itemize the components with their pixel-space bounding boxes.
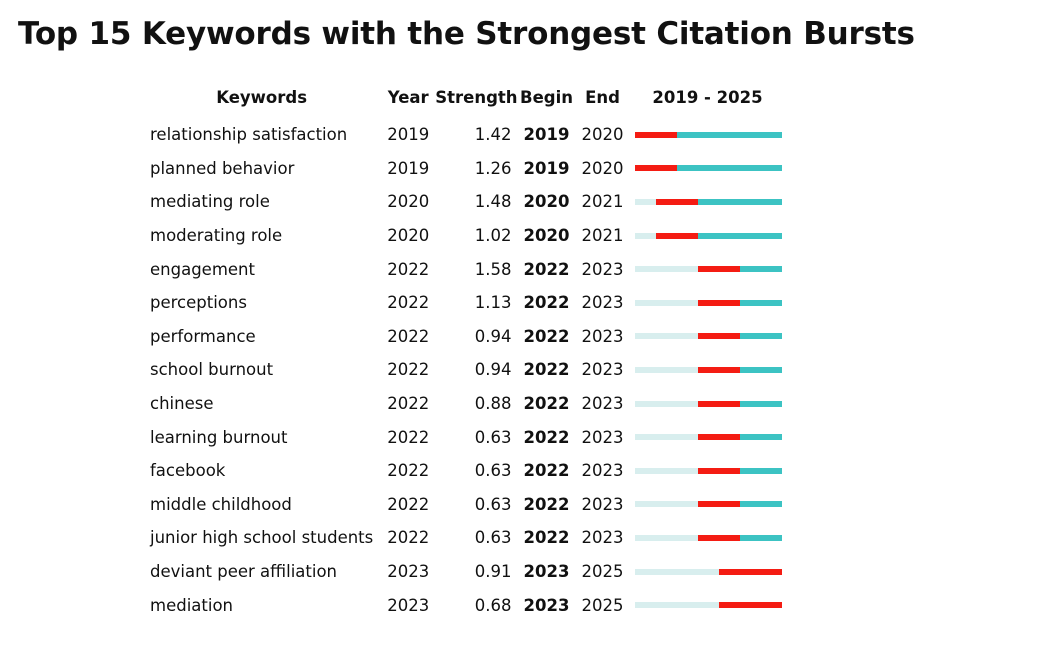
row-end: 2023	[581, 461, 624, 481]
row-keyword: planned behavior	[150, 158, 295, 178]
row-timeline-bar	[629, 488, 785, 522]
column-header-begin: Begin	[520, 88, 573, 107]
timeline-burst-segment	[635, 132, 677, 138]
table-row	[150, 219, 785, 253]
row-begin: 2022	[523, 326, 570, 346]
row-timeline-bar	[629, 353, 785, 387]
timeline-burst-segment	[698, 434, 740, 440]
row-strength: 0.94	[474, 326, 512, 346]
timeline-track	[635, 535, 782, 541]
timeline-post-segment	[740, 333, 782, 339]
row-begin: 2019	[523, 125, 570, 145]
row-year: 2022	[387, 528, 430, 548]
row-timeline-bar	[629, 387, 785, 421]
row-strength: 0.91	[474, 562, 512, 582]
row-begin: 2022	[523, 427, 570, 447]
row-year: 2019	[387, 125, 430, 145]
row-end: 2020	[581, 158, 624, 178]
timeline-pre-segment	[635, 233, 656, 239]
timeline-track	[635, 165, 782, 171]
timeline-burst-segment	[635, 165, 677, 171]
row-timeline-bar	[629, 118, 785, 152]
row-strength: 0.63	[474, 461, 512, 481]
column-header-timeline: 2019 - 2025	[652, 88, 763, 107]
row-timeline-bar	[629, 219, 785, 253]
row-end: 2025	[581, 562, 624, 582]
row-begin: 2019	[523, 158, 570, 178]
row-end: 2023	[581, 259, 624, 279]
row-end: 2023	[581, 326, 624, 346]
table-row	[150, 353, 785, 387]
row-end: 2023	[581, 427, 624, 447]
row-strength: 1.42	[474, 125, 512, 145]
timeline-post-segment	[740, 501, 782, 507]
table-body	[150, 118, 785, 622]
timeline-burst-segment	[698, 367, 740, 373]
row-timeline-bar	[629, 521, 785, 555]
row-strength: 0.63	[474, 494, 512, 514]
table-header-row	[150, 88, 785, 118]
timeline-pre-segment	[635, 401, 698, 407]
row-timeline-bar	[629, 320, 785, 354]
table-row	[150, 118, 785, 152]
timeline-track	[635, 300, 782, 306]
row-end: 2021	[581, 192, 624, 212]
row-year: 2022	[387, 360, 430, 380]
timeline-pre-segment	[635, 535, 698, 541]
row-year: 2022	[387, 259, 430, 279]
row-year: 2020	[387, 192, 430, 212]
timeline-burst-segment	[719, 569, 782, 575]
timeline-track	[635, 333, 782, 339]
row-begin: 2023	[523, 562, 570, 582]
row-begin: 2020	[523, 226, 570, 246]
timeline-track	[635, 401, 782, 407]
timeline-track	[635, 367, 782, 373]
row-keyword: perceptions	[150, 293, 247, 313]
row-timeline-bar	[629, 252, 785, 286]
timeline-pre-segment	[635, 468, 698, 474]
timeline-post-segment	[677, 165, 782, 171]
timeline-burst-segment	[656, 199, 698, 205]
timeline-pre-segment	[635, 300, 698, 306]
row-year: 2023	[387, 595, 430, 615]
table-header	[150, 88, 785, 118]
row-end: 2023	[581, 528, 624, 548]
timeline-track	[635, 199, 782, 205]
timeline-burst-segment	[698, 535, 740, 541]
row-begin: 2022	[523, 394, 570, 414]
column-header-keywords: Keywords	[216, 88, 308, 107]
row-begin: 2022	[523, 528, 570, 548]
row-year: 2019	[387, 158, 430, 178]
row-year: 2022	[387, 461, 430, 481]
table-row	[150, 521, 785, 555]
row-begin: 2022	[523, 461, 570, 481]
timeline-burst-segment	[698, 300, 740, 306]
timeline-burst-segment	[698, 266, 740, 272]
timeline-track	[635, 266, 782, 272]
row-end: 2021	[581, 226, 624, 246]
row-strength: 0.63	[474, 427, 512, 447]
table-row	[150, 555, 785, 589]
row-end: 2025	[581, 595, 624, 615]
row-strength: 0.88	[474, 394, 512, 414]
row-year: 2022	[387, 494, 430, 514]
row-strength: 1.13	[474, 293, 512, 313]
row-strength: 0.63	[474, 528, 512, 548]
row-begin: 2023	[523, 595, 570, 615]
timeline-post-segment	[740, 300, 782, 306]
timeline-pre-segment	[635, 333, 698, 339]
timeline-pre-segment	[635, 199, 656, 205]
row-begin: 2022	[523, 259, 570, 279]
timeline-pre-segment	[635, 367, 698, 373]
row-begin: 2022	[523, 293, 570, 313]
table-row	[150, 252, 785, 286]
timeline-burst-segment	[698, 501, 740, 507]
timeline-post-segment	[698, 199, 782, 205]
row-year: 2023	[387, 562, 430, 582]
row-keyword: middle childhood	[150, 494, 292, 514]
row-keyword: mediation	[150, 595, 233, 615]
timeline-track	[635, 569, 782, 575]
timeline-burst-segment	[656, 233, 698, 239]
timeline-burst-segment	[698, 401, 740, 407]
row-timeline-bar	[629, 454, 785, 488]
row-keyword: mediating role	[150, 192, 270, 212]
row-keyword: moderating role	[150, 226, 283, 246]
timeline-post-segment	[740, 434, 782, 440]
row-begin: 2022	[523, 360, 570, 380]
timeline-post-segment	[740, 401, 782, 407]
row-strength: 1.58	[474, 259, 512, 279]
row-keyword: facebook	[150, 461, 226, 481]
row-year: 2022	[387, 293, 430, 313]
table-row	[150, 387, 785, 421]
timeline-track	[635, 602, 782, 608]
timeline-pre-segment	[635, 266, 698, 272]
table-row	[150, 588, 785, 622]
timeline-burst-segment	[698, 468, 740, 474]
table-row	[150, 185, 785, 219]
timeline-track	[635, 434, 782, 440]
timeline-track	[635, 233, 782, 239]
row-keyword: deviant peer affiliation	[150, 562, 338, 582]
row-year: 2020	[387, 226, 430, 246]
row-keyword: relationship satisfaction	[150, 125, 348, 145]
table-row	[150, 488, 785, 522]
timeline-post-segment	[677, 132, 782, 138]
timeline-pre-segment	[635, 434, 698, 440]
row-timeline-bar	[629, 588, 785, 622]
timeline-burst-segment	[719, 602, 782, 608]
row-keyword: chinese	[150, 394, 214, 414]
column-header-year: Year	[387, 88, 429, 107]
table-row	[150, 320, 785, 354]
citation-burst-table	[150, 88, 785, 622]
timeline-pre-segment	[635, 569, 719, 575]
row-end: 2023	[581, 360, 624, 380]
row-keyword: learning burnout	[150, 427, 288, 447]
row-year: 2022	[387, 394, 430, 414]
row-keyword: performance	[150, 326, 256, 346]
row-timeline-bar	[629, 286, 785, 320]
row-end: 2020	[581, 125, 624, 145]
row-keyword: junior high school students	[150, 528, 374, 548]
row-strength: 1.48	[474, 192, 512, 212]
timeline-post-segment	[740, 266, 782, 272]
row-year: 2022	[387, 326, 430, 346]
row-timeline-bar	[629, 152, 785, 186]
row-end: 2023	[581, 394, 624, 414]
timeline-track	[635, 468, 782, 474]
table-row	[150, 420, 785, 454]
row-begin: 2022	[523, 494, 570, 514]
timeline-post-segment	[740, 367, 782, 373]
timeline-post-segment	[698, 233, 782, 239]
row-begin: 2020	[523, 192, 570, 212]
row-end: 2023	[581, 293, 624, 313]
timeline-burst-segment	[698, 333, 740, 339]
row-timeline-bar	[629, 420, 785, 454]
row-strength: 0.94	[474, 360, 512, 380]
row-keyword: engagement	[150, 259, 255, 279]
timeline-pre-segment	[635, 602, 719, 608]
row-year: 2022	[387, 427, 430, 447]
row-strength: 0.68	[474, 595, 512, 615]
row-timeline-bar	[629, 185, 785, 219]
timeline-pre-segment	[635, 501, 698, 507]
row-keyword: school burnout	[150, 360, 274, 380]
timeline-post-segment	[740, 535, 782, 541]
row-end: 2023	[581, 494, 624, 514]
timeline-track	[635, 132, 782, 138]
timeline-post-segment	[740, 468, 782, 474]
row-strength: 1.02	[474, 226, 512, 246]
table-row	[150, 454, 785, 488]
page-title: Top 15 Keywords with the Strongest Citation Bursts	[18, 16, 915, 52]
column-header-end: End	[585, 88, 620, 107]
table-row	[150, 152, 785, 186]
table-row	[150, 286, 785, 320]
row-strength: 1.26	[474, 158, 512, 178]
timeline-track	[635, 501, 782, 507]
row-timeline-bar	[629, 555, 785, 589]
column-header-strength: Strength	[435, 88, 518, 107]
